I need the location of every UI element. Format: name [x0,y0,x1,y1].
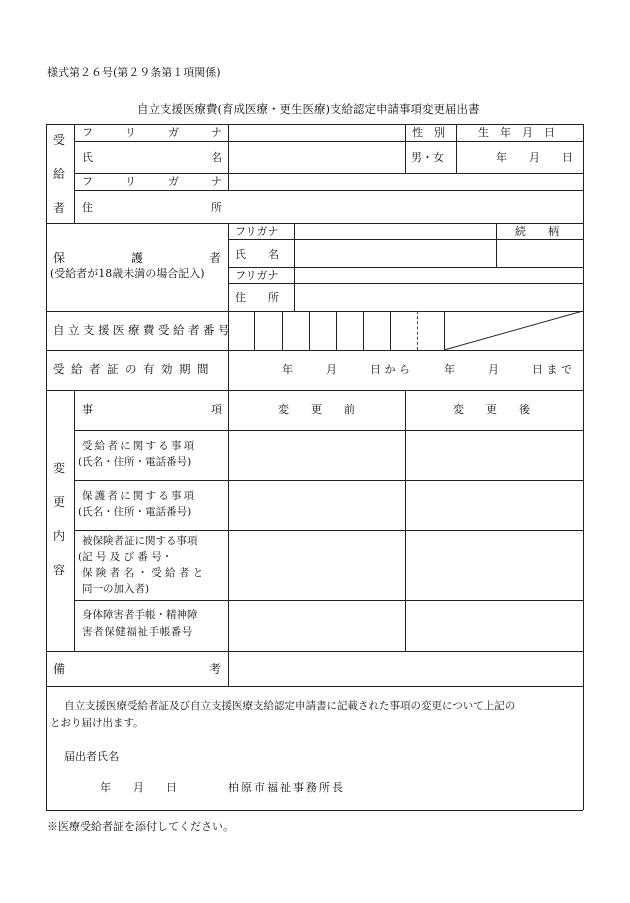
remarks-field[interactable] [229,652,582,685]
remarks-label: 備 考 [53,662,221,676]
guardian-address-field[interactable] [295,284,582,310]
recipient-label-char: 受 [53,133,66,147]
guardian-address-label: 住 所 [235,291,279,304]
gender-label: 性 別 [412,126,445,139]
recipient-furigana-label: フ リ ガ ナ [82,126,222,139]
changes-header-before: 変 更 前 [278,403,355,416]
recipient-number-label: 自立支援医療費受給者番号 [53,323,233,337]
gender-options[interactable]: 男・女 [411,151,444,164]
declaration-text: とおり届け出ます。 [50,717,144,729]
guardian-note: (受給者が18歳未満の場合記入) [50,267,205,280]
recipient-name-label: 氏 名 [82,151,222,164]
change-row-label: 被保険者証に関する事項 [82,535,198,547]
guardian-name-field[interactable] [295,240,495,266]
form-number: 様式第２６号(第２９条第１項関係) [47,66,221,79]
diagonal-slash [444,311,583,350]
form-title: 自立支援医療費(育成医療・更生医療)支給認定申請事項変更届出書 [137,102,480,116]
guardian-furigana-label-2: フリガナ [235,269,279,282]
changes-label-char: 容 [53,563,66,577]
change-row-label: 保 険 者 名 ・ 受 給 者 と [82,567,204,579]
birthdate-label: 生 年 月 日 [478,126,555,139]
recipient-label-char: 給 [53,167,66,181]
guardian-name-label: 氏 名 [235,248,279,261]
change-row-label: (氏名・住所・電話番号) [78,456,192,468]
change-row-label: (氏名・住所・電話番号) [78,506,192,518]
guardian-label: 保 護 者 [53,251,221,265]
guardian-relation-label: 続 柄 [515,225,559,238]
declaration-date[interactable]: 年 月 日 [100,781,177,794]
recipient-address-label: 住 所 [82,201,222,214]
changes-header-after: 変 更 後 [453,403,530,416]
recipient-address-field[interactable] [229,191,582,222]
birthdate-value[interactable]: 年 月 日 [496,151,573,164]
change-row-label: (記 号 及 び 番 号・ [78,551,173,563]
guardian-furigana-label: フリガナ [235,225,279,238]
change-row-label: 同一の加入者) [82,583,150,595]
change-after-field[interactable] [406,431,582,650]
attachment-note: ※医療受給者証を添付してください。 [47,820,234,833]
changes-label-char: 内 [53,529,66,543]
change-before-field[interactable] [229,431,404,650]
validity-from[interactable]: 年 月 日 か ら [282,363,410,376]
validity-to[interactable]: 年 月 日 ま で [444,363,572,376]
change-row-label: 保護者に関する事項 [82,490,197,502]
changes-label-char: 更 [53,495,66,509]
change-row-label: 受給者に関する事項 [82,440,197,452]
validity-label: 受給者証の有効期間 [53,362,215,376]
applicant-label: 届出者氏名 [64,750,119,763]
declaration-text: 自立支援医療受給者証及び自立支援医療支給認定申請書に記載された事項の変更について上記の [64,700,516,712]
recipient-number-field[interactable] [229,312,443,349]
changes-label-char: 変 [53,461,66,475]
changes-header-item: 事 項 [82,403,222,416]
addressee: 柏原市福祉事務所長 [228,781,345,794]
recipient-furigana-field[interactable] [229,142,404,172]
recipient-furigana-label-2: フ リ ガ ナ [82,175,222,188]
recipient-label-char: 者 [53,201,66,215]
change-row-label: 身体障害者手帳・精神障 [82,609,198,621]
change-row-label: 害者保健福祉手帳番号 [82,626,193,638]
applicant-name-field[interactable] [130,746,570,764]
